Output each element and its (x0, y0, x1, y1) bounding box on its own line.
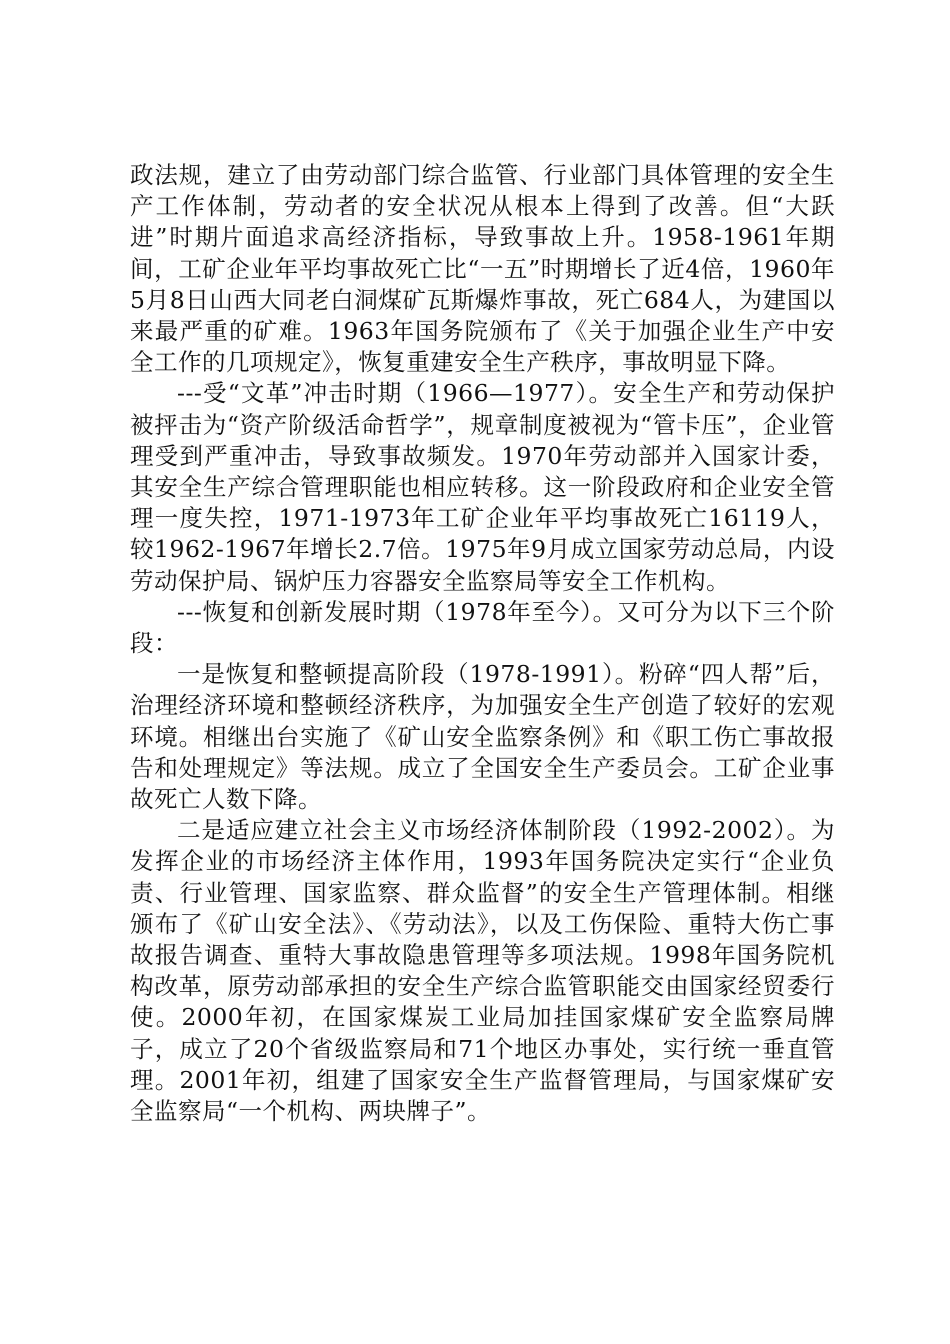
paragraph-5: 二是适应建立社会主义市场经济体制阶段（1992-2002）。为发挥企业的市场经济主体作用，1993年国务院决定实行“企业负责、行业管理、国家监察、群众监督”的安全生产管理体制。相继颁布了《矿山安全法》、《劳动法》，以及工伤保险、重特大伤亡事故报告调查、重特大事故隐患管理等多项法规。1998年国务院机构改革，原劳动部承担的安全生产综合监管职能交由国家经贸委行使。2000年初，在国家煤炭工业局加挂国家煤矿安全监察局牌子，成立了20个省级监察局和71个地区办事处，实行统一垂直管理。2001年初，组建了国家安全生产监督管理局，与国家煤矿安全监察局“一个机构、两块牌子”。 (130, 816, 835, 1126)
paragraph-1: 政法规，建立了由劳动部门综合监管、行业部门具体管理的安全生产工作体制，劳动者的安全状况从根本上得到了改善。但“大跃进”时期片面追求高经济指标，导致事故上升。1958-1961年期间，工矿企业年平均事故死亡比“一五”时期增长了近4倍，1960年5月8日山西大同老白洞煤矿瓦斯爆炸事故，死亡684人，为建国以来最严重的矿难。1963年国务院颁布了《关于加强企业生产中安全工作的几项规定》，恢复重建安全生产秩序，事故明显下降。 (130, 161, 835, 377)
paragraph-4: 一是恢复和整顿提高阶段（1978-1991）。粉碎“四人帮”后，治理经济环境和整顿经济秩序，为加强安全生产创造了较好的宏观环境。相继出台实施了《矿山安全监察条例》和《职工伤亡事故报告和处理规定》等法规。成立了全国安全生产委员会。工矿企业事故死亡人数下降。 (130, 660, 835, 814)
paragraph-3: ---恢复和创新发展时期（1978年至今）。又可分为以下三个阶段： (130, 597, 835, 658)
document-page (130, 160, 835, 1127)
paragraph-2: ---受“文革”冲击时期（1966—1977）。安全生产和劳动保护被抨击为“资产阶级活命哲学”，规章制度被视为“管卡压”，企业管理受到严重冲击，导致事故频发。1970年劳动部并入国家计委，其安全生产综合管理职能也相应转移。这一阶段政府和企业安全管理一度失控，1971-1973年工矿企业年平均事故死亡16119人，较1962-1967年增长2.7倍。1975年9月成立国家劳动总局，内设劳动保护局、锅炉压力容器安全监察局等安全工作机构。 (130, 379, 835, 595)
